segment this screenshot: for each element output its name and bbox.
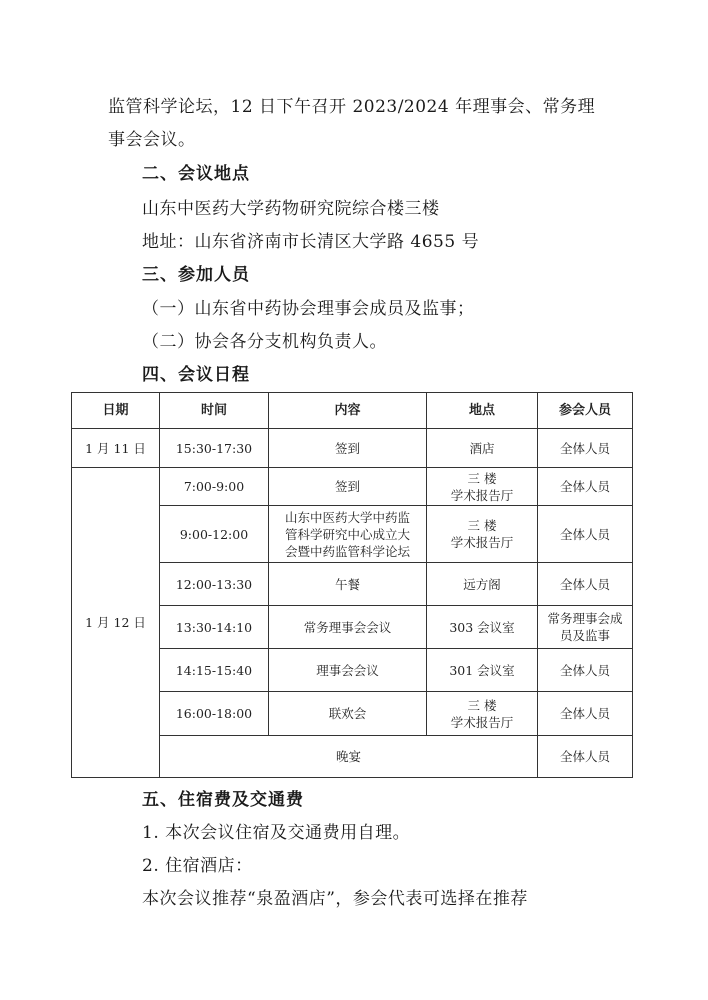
cell-time: 12:00-13:30 (160, 563, 269, 606)
cell-content: 山东中医药大学中药监 管科学研究中心成立大 会暨中药监管科学论坛 (269, 506, 427, 563)
header-date: 日期 (72, 393, 160, 429)
header-people: 参会人员 (538, 393, 633, 429)
cell-content: 联欢会 (269, 692, 427, 736)
cell-time: 16:00-18:00 (160, 692, 269, 736)
cell-place: 三 楼 学术报告厅 (427, 468, 538, 506)
cell-time: 9:00-12:00 (160, 506, 269, 563)
table-row (72, 429, 633, 468)
section-heading-location: 二、会议地点 (142, 164, 250, 184)
cell-people: 全体人员 (538, 429, 633, 468)
section-heading-fees: 五、住宿费及交通费 (142, 790, 304, 810)
cell-time: 13:30-14:10 (160, 606, 269, 649)
intro-line-2: 事会会议。 (108, 130, 196, 150)
cell-place: 301 会议室 (427, 649, 538, 692)
cell-people: 全体人员 (538, 563, 633, 606)
cell-place: 三 楼 学术报告厅 (427, 692, 538, 736)
intro-line-1: 监管科学论坛，12 日下午召开 2023/2024 年理事会、常务理 (108, 97, 596, 117)
schedule-table (71, 392, 633, 778)
cell-time: 15:30-17:30 (160, 429, 269, 468)
cell-place: 三 楼 学术报告厅 (427, 506, 538, 563)
section-heading-participants: 三、参加人员 (142, 265, 250, 285)
fees-item-1: 1. 本次会议住宿及交通费用自理。 (142, 823, 411, 843)
fees-item-3: 本次会议推荐“泉盈酒店”，参会代表可选择在推荐 (142, 889, 528, 909)
cell-time: 14:15-15:40 (160, 649, 269, 692)
table-header-row (72, 393, 633, 429)
cell-content: 晚宴 (160, 736, 538, 778)
venue-text: 山东中医药大学药物研究院综合楼三楼 (142, 199, 440, 219)
cell-date: 1 月 12 日 (72, 468, 160, 778)
fees-item-2: 2. 住宿酒店： (142, 856, 253, 876)
cell-content: 常务理事会会议 (269, 606, 427, 649)
header-content: 内容 (269, 393, 427, 429)
cell-place: 303 会议室 (427, 606, 538, 649)
cell-content: 午餐 (269, 563, 427, 606)
address-text: 地址：山东省济南市长清区大学路 4655 号 (142, 232, 480, 252)
cell-place: 远方阁 (427, 563, 538, 606)
cell-content: 签到 (269, 468, 427, 506)
participants-item-1: （一）山东省中药协会理事会成员及监事； (142, 299, 475, 319)
cell-people: 全体人员 (538, 736, 633, 778)
cell-content: 理事会会议 (269, 649, 427, 692)
section-heading-schedule: 四、会议日程 (142, 365, 250, 385)
header-time: 时间 (160, 393, 269, 429)
cell-people: 全体人员 (538, 468, 633, 506)
cell-people: 全体人员 (538, 506, 633, 563)
cell-people: 全体人员 (538, 692, 633, 736)
cell-people: 常务理事会成 员及监事 (538, 606, 633, 649)
cell-people: 全体人员 (538, 649, 633, 692)
cell-date: 1 月 11 日 (72, 429, 160, 468)
table-row (72, 468, 633, 506)
header-place: 地点 (427, 393, 538, 429)
cell-place: 酒店 (427, 429, 538, 468)
cell-content: 签到 (269, 429, 427, 468)
participants-item-2: （二）协会各分支机构负责人。 (142, 332, 387, 352)
cell-time: 7:00-9:00 (160, 468, 269, 506)
